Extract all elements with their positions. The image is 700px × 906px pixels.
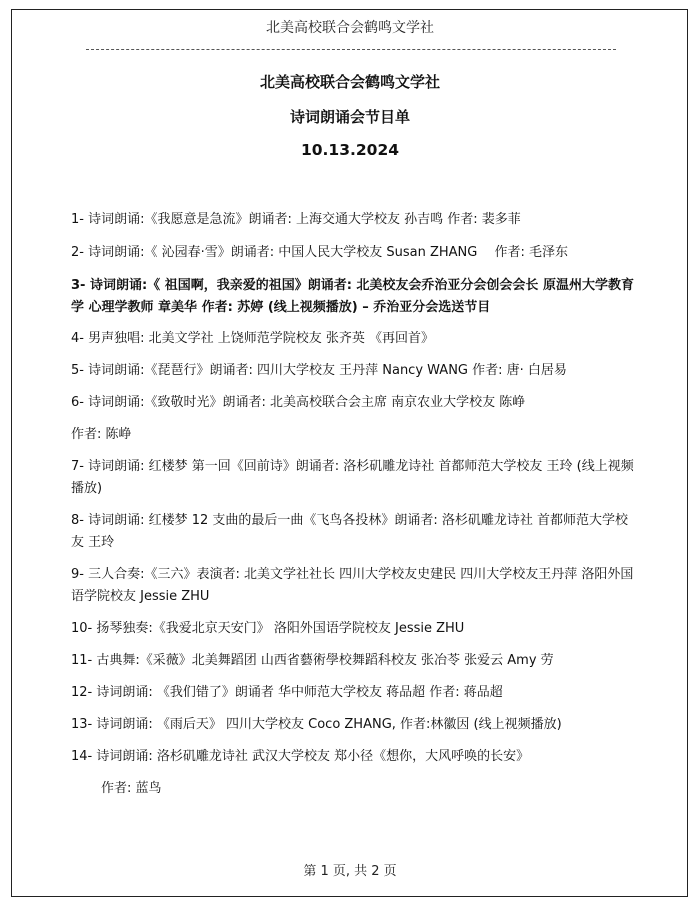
program-item-2: 2- 诗词朗诵:《 沁园春·雪》朗诵者: 中国人民大学校友 Susan ZHANG 作者: 毛泽东 <box>71 245 569 260</box>
program-title: 诗词朗诵会节目单 <box>289 108 410 126</box>
page-number: 第 1 页, 共 2 页 <box>303 864 397 879</box>
org-title: 北美高校联合会鹤鸣文学社 <box>259 73 440 91</box>
program-item-6: 6- 诗词朗诵:《致敬时光》朗诵者: 北美高校联合会主席 南京农业大学校友 陈峥 <box>71 395 526 410</box>
running-header: 北美高校联合会鹤鸣文学社 <box>266 20 434 36</box>
program-item-3: 3- 诗词朗诵:《 祖国啊，我亲爱的祖国》朗诵者: 北美校友会乔治亚分会创会会长 原温州大学教育学 心理学教师 章美华 作者: 苏婷 (线上视频播放) – 乔治亚分会选送节目 <box>71 278 634 315</box>
program-item-10: 10- 扬琴独奏:《我爱北京天安门》 洛阳外国语学院校友 Jessie ZHU <box>71 621 465 636</box>
event-date: 10.13.2024 <box>300 141 400 159</box>
header-divider <box>86 49 616 50</box>
program-list <box>71 209 641 800</box>
program-item-7: 7- 诗词朗诵: 红楼梦 第一回《回前诗》朗诵者: 洛杉矶雕龙诗社 首都师范大学校友 王玲 (线上视频播放) <box>71 459 634 496</box>
program-item-6-author: 作者: 陈峥 <box>71 427 132 442</box>
program-item-14-author: 作者: 蓝鸟 <box>101 781 162 796</box>
program-item-1: 1- 诗词朗诵:《我愿意是急流》朗诵者: 上海交通大学校友 孙吉鸣 作者: 裴多菲 <box>71 212 521 227</box>
program-item-12: 12- 诗词朗诵: 《我们错了》朗诵者 华中师范大学校友 蒋品超 作者: 蒋品超 <box>71 685 503 700</box>
program-item-9: 9- 三人合奏:《三六》表演者: 北美文学社社长 四川大学校友史建民 四川大学校友王丹萍 洛阳外国语学院校友 Jessie ZHU <box>71 567 634 604</box>
program-item-14: 14- 诗词朗诵: 洛杉矶雕龙诗社 武汉大学校友 郑小径《想你，大风呼唤的长安》 <box>71 749 530 764</box>
program-item-8: 8- 诗词朗诵: 红楼梦 12 支曲的最后一曲《飞鸟各投林》朗诵者: 洛杉矶雕龙诗社 首都师范大学校友 王玲 <box>71 513 629 550</box>
program-item-13: 13- 诗词朗诵: 《雨后天》 四川大学校友 Coco ZHANG, 作者:林徽因 (线上视频播放) <box>71 717 562 732</box>
program-item-11: 11- 古典舞:《采薇》北美舞蹈团 山西省藝術學校舞蹈科校友 张冶苓 张爱云 Amy 劳 <box>71 653 554 668</box>
program-item-5: 5- 诗词朗诵:《琵琶行》朗诵者: 四川大学校友 王丹萍 Nancy WANG 作者: 唐· 白居易 <box>71 363 567 378</box>
program-item-4: 4- 男声独唱: 北美文学社 上饶师范学院校友 张齐英 《再回首》 <box>71 331 435 346</box>
